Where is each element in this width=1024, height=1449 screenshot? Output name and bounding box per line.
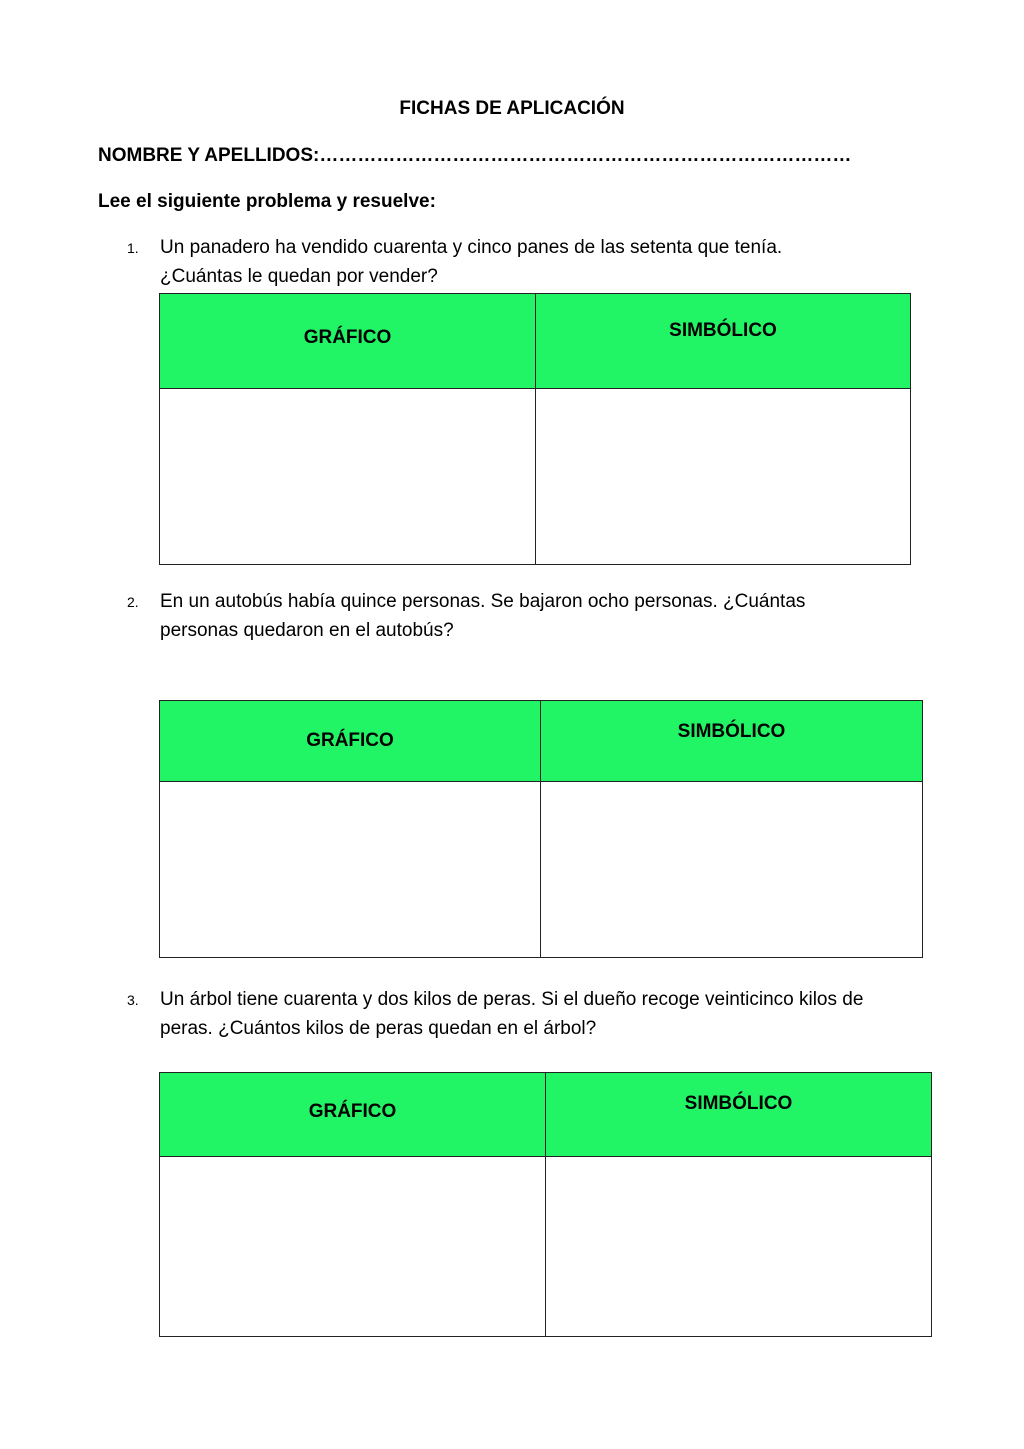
answer-cell-simbolico[interactable] bbox=[536, 389, 911, 565]
problem-text-line1: Un panadero ha vendido cuarenta y cinco panes de las setenta que tenía. bbox=[160, 237, 783, 258]
name-label: NOMBRE Y APELLIDOS: bbox=[98, 145, 320, 166]
answer-cell-grafico[interactable] bbox=[160, 389, 536, 565]
answer-cell-simbolico[interactable] bbox=[546, 1157, 932, 1337]
header-grafico: GRÁFICO bbox=[160, 701, 541, 782]
problem-text-line1: Un árbol tiene cuarenta y dos kilos de peras. Si el dueño recoge veinticinco kilos de bbox=[160, 989, 864, 1010]
header-simbolico: SIMBÓLICO bbox=[541, 701, 923, 782]
problem-number: 1. bbox=[127, 240, 139, 256]
answer-table-3 bbox=[159, 1072, 932, 1337]
answer-table-2 bbox=[159, 700, 923, 958]
name-dots: ………………………………………………………………………… bbox=[319, 145, 852, 166]
header-grafico: GRÁFICO bbox=[160, 294, 536, 389]
header-simbolico: SIMBÓLICO bbox=[546, 1073, 932, 1157]
instruction: Lee el siguiente problema y resuelve: bbox=[98, 191, 436, 212]
answer-cell-grafico[interactable] bbox=[160, 1157, 546, 1337]
answer-cell-grafico[interactable] bbox=[160, 782, 541, 958]
answer-cell-simbolico[interactable] bbox=[541, 782, 923, 958]
problem-text-line1: En un autobús había quince personas. Se bajaron ocho personas. ¿Cuántas bbox=[160, 591, 806, 612]
header-grafico: GRÁFICO bbox=[160, 1073, 546, 1157]
problem-text-line2: personas quedaron en el autobús? bbox=[160, 620, 454, 641]
problem-text-line2: peras. ¿Cuántos kilos de peras quedan en el árbol? bbox=[160, 1018, 597, 1039]
header-simbolico: SIMBÓLICO bbox=[536, 294, 911, 389]
problem-number: 2. bbox=[127, 594, 139, 610]
page-title: FICHAS DE APLICACIÓN bbox=[399, 98, 625, 119]
problem-text-line2: ¿Cuántas le quedan por vender? bbox=[160, 266, 438, 287]
name-line bbox=[98, 145, 851, 167]
answer-table-1 bbox=[159, 293, 911, 565]
problem-number: 3. bbox=[127, 992, 139, 1008]
